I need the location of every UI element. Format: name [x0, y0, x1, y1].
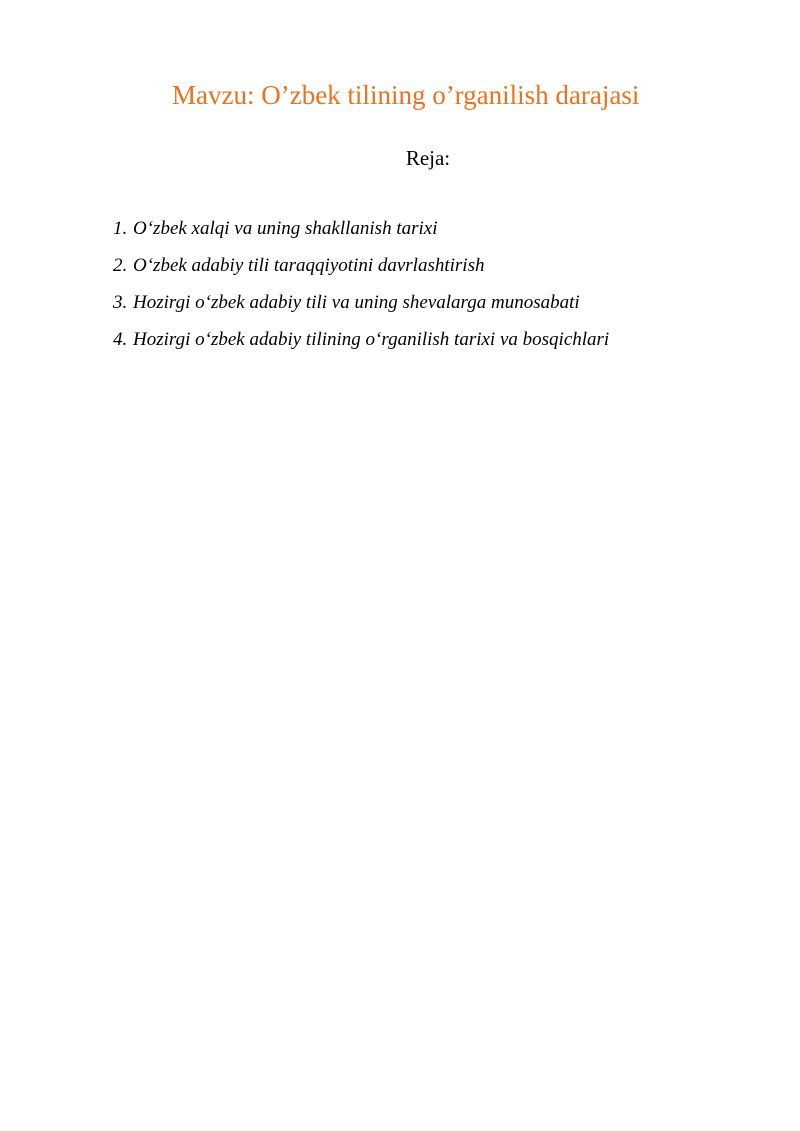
plan-item-number: 3.: [113, 292, 128, 313]
plan-item-text: O‘zbek xalqi va uning shakllanish tarixi: [133, 218, 438, 239]
plan-item-number: 2.: [113, 255, 128, 276]
plan-item: [113, 325, 609, 362]
plan-item-text: Hozirgi o‘zbek adabiy tili va uning shevalarga munosabati: [133, 292, 580, 313]
plan-list: [113, 214, 609, 362]
plan-heading: Reja:: [405, 146, 451, 170]
plan-item-text: O‘zbek adabiy tili taraqqiyotini davrlashtirish: [133, 255, 485, 276]
plan-item-number: 1.: [113, 218, 128, 239]
document-title: Mavzu: O’zbek tilining o’rganilish darajasi: [172, 80, 640, 110]
plan-item: [113, 214, 609, 251]
plan-item-number: 4.: [113, 329, 128, 350]
plan-item: [113, 251, 609, 288]
plan-item-text: Hozirgi o‘zbek adabiy tilining o‘rganilish tarixi va bosqichlari: [133, 329, 610, 350]
plan-item: [113, 288, 609, 325]
